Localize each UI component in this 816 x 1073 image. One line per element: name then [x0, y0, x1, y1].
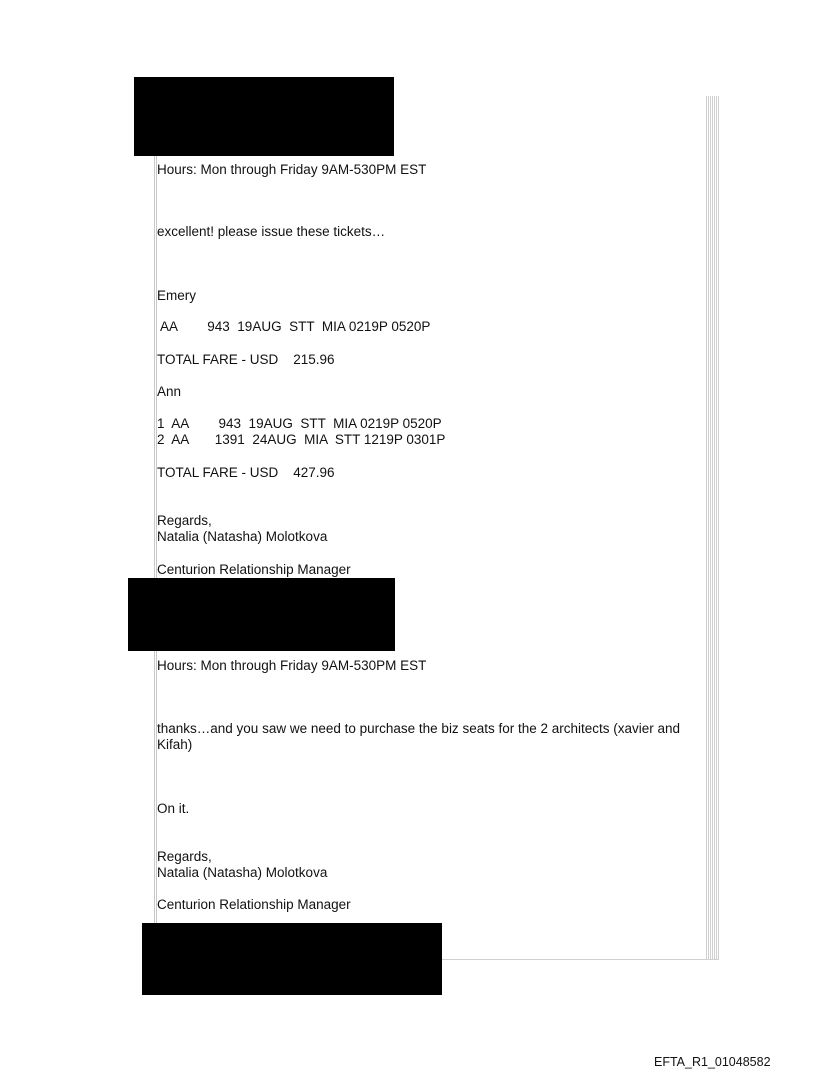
passenger-name-emery: Emery	[157, 288, 197, 303]
total-fare-line: TOTAL FARE - USD 427.96	[157, 465, 335, 480]
redaction-block-3	[142, 923, 442, 995]
passenger-name-ann: Ann	[157, 384, 182, 399]
document-id: EFTA_R1_01048582	[654, 1055, 771, 1069]
office-hours-line: Hours: Mon through Friday 9AM-530PM EST	[157, 162, 427, 177]
office-hours-line: Hours: Mon through Friday 9AM-530PM EST	[157, 658, 427, 673]
signature-regards: Regards,	[157, 513, 212, 528]
flight-line: 1 AA 943 19AUG STT MIA 0219P 0520P	[157, 416, 442, 431]
redaction-block-1	[134, 77, 394, 156]
signature-title: Centurion Relationship Manager	[157, 897, 351, 912]
reply-text: On it.	[157, 801, 190, 816]
message-text: thanks…and you saw we need to purchase the biz seats for the 2 architects (xavier and Kifah)	[157, 721, 681, 752]
total-fare-line: TOTAL FARE - USD 215.96	[157, 352, 335, 367]
redaction-block-2	[128, 578, 395, 651]
quote-bar-right	[706, 96, 719, 960]
signature-regards: Regards,	[157, 849, 212, 864]
message-text: excellent! please issue these tickets…	[157, 224, 386, 239]
signature-name: Natalia (Natasha) Molotkova	[157, 529, 328, 544]
flight-line: AA 943 19AUG STT MIA 0219P 0520P	[157, 319, 431, 334]
signature-title: Centurion Relationship Manager	[157, 562, 351, 577]
flight-line: 2 AA 1391 24AUG MIA STT 1219P 0301P	[157, 432, 446, 447]
signature-name: Natalia (Natasha) Molotkova	[157, 865, 328, 880]
